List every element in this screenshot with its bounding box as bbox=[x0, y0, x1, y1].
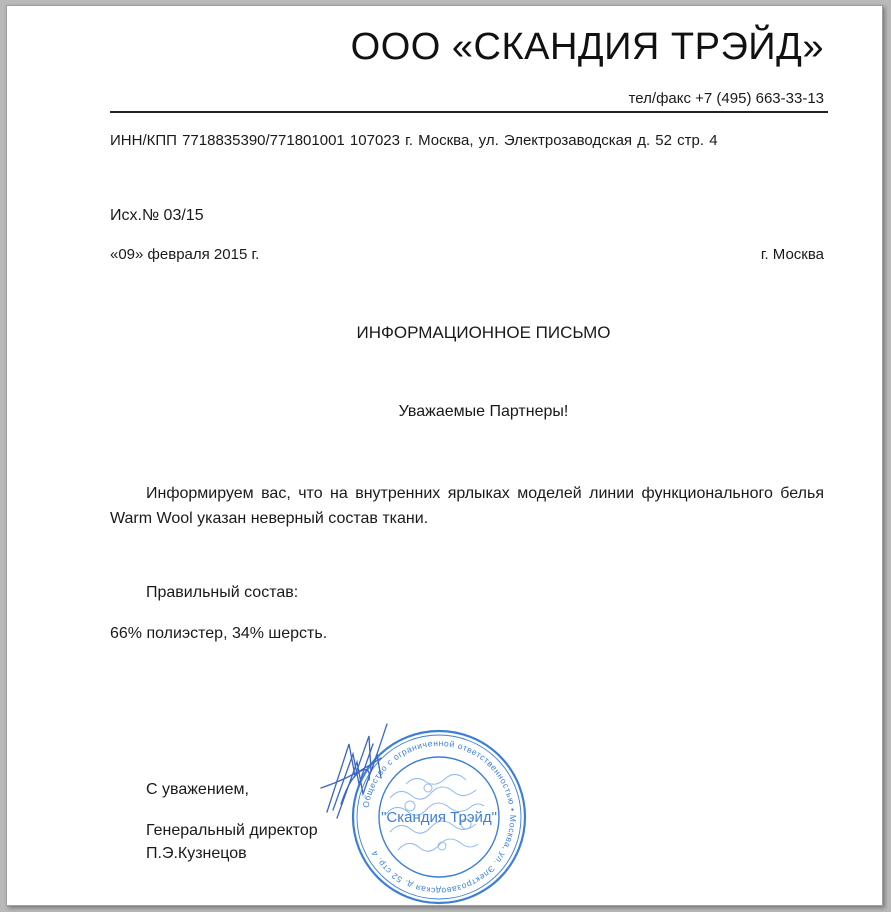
letter-body: Информируем вас, что на внутренних ярлыках моделей линии функционального белья Warm Wool указан неверный состав ткани. bbox=[110, 485, 824, 527]
composition-value: 66% полиэстер, 34% шерсть. bbox=[110, 625, 328, 642]
header-divider bbox=[110, 111, 828, 113]
composition-label: Правильный состав: bbox=[146, 584, 299, 601]
company-name: ООО «СКАНДИЯ ТРЭЙД» bbox=[350, 26, 824, 68]
letter-page bbox=[6, 5, 883, 906]
seal-center-text: "Скандия Трэйд" bbox=[381, 809, 497, 826]
signer-name: П.Э.Кузнецов bbox=[146, 845, 247, 862]
seal-ring-text: Общество с ограниченной ответственностью • Москва, ул. Электрозаводская д. 52 стр. 4 bbox=[360, 737, 519, 897]
company-requisites: ИНН/КПП 7718835390/771801001 107023 г. Москва, ул. Электрозаводская д. 52 стр. 4 bbox=[110, 132, 718, 149]
signer-position: Генеральный директор bbox=[146, 822, 318, 839]
outgoing-number: Исх.№ 03/15 bbox=[110, 207, 204, 224]
handwritten-signature bbox=[307, 714, 417, 824]
phone-fax: тел/факс +7 (495) 663-33-13 bbox=[628, 90, 824, 107]
letter-date: «09» февраля 2015 г. bbox=[110, 246, 260, 263]
letter-city: г. Москва bbox=[760, 246, 824, 263]
greeting: Уважаемые Партнеры! bbox=[398, 403, 569, 420]
closing-phrase: С уважением, bbox=[146, 781, 249, 798]
document-title: ИНФОРМАЦИОННОЕ ПИСЬМО bbox=[356, 323, 611, 342]
